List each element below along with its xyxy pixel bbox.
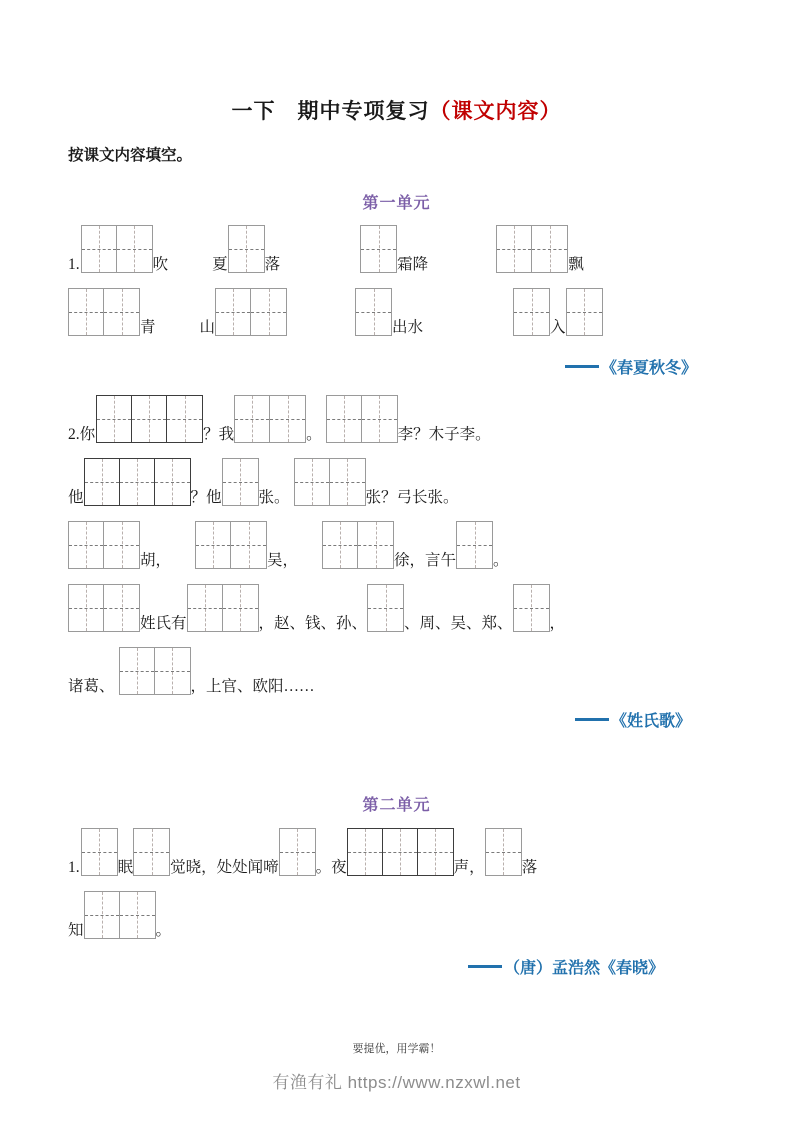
attribution-text: 《春夏秋冬》 [601, 360, 698, 377]
question-line-u1q1r2 [68, 288, 603, 336]
grid-cell[interactable] [188, 585, 223, 631]
grid-cell[interactable] [223, 459, 258, 505]
question-line-u2q1r1 [68, 828, 537, 876]
answer-box-group[interactable] [96, 395, 203, 443]
char-label: 山 [199, 318, 216, 336]
grid-cell[interactable] [231, 522, 266, 568]
grid-cell[interactable] [104, 522, 139, 568]
char-label: ，上官、欧阳…… [190, 677, 315, 695]
answer-box-group[interactable] [81, 225, 153, 273]
answer-box-group[interactable] [228, 225, 265, 273]
page-title [0, 95, 793, 125]
answer-box-group[interactable] [68, 288, 140, 336]
answer-box-group[interactable] [84, 891, 156, 939]
em-dash [575, 718, 609, 721]
char-label: 落 [521, 858, 538, 876]
question-number-1: 1. [68, 858, 80, 876]
char-label: 夏 [212, 255, 228, 273]
answer-box-group[interactable] [355, 288, 392, 336]
char-label: 知 [68, 921, 84, 939]
grid-cell[interactable] [82, 226, 117, 272]
grid-cell[interactable] [82, 829, 117, 875]
grid-cell[interactable] [85, 459, 120, 505]
question-number-1: 1. [68, 255, 80, 273]
char-label: 觉晓，处处闻啼 [170, 858, 279, 876]
char-label: 。 [155, 921, 172, 939]
char-label: 吴， [267, 551, 299, 569]
question-line-u1q1r1 [68, 225, 584, 273]
grid-cell[interactable] [497, 226, 532, 272]
grid-cell[interactable] [120, 459, 155, 505]
grid-cell[interactable] [85, 892, 120, 938]
grid-cell[interactable] [418, 829, 453, 875]
answer-box-group[interactable] [456, 521, 493, 569]
grid-cell[interactable] [348, 829, 383, 875]
grid-cell[interactable] [132, 396, 167, 442]
answer-box-group[interactable] [81, 828, 118, 876]
char-label: 胡， [140, 551, 172, 569]
char-label: 。夜 [315, 858, 347, 876]
grid-cell[interactable] [69, 585, 104, 631]
answer-box-group[interactable] [133, 828, 170, 876]
char-label: 声， [453, 858, 485, 876]
answer-box-group[interactable] [485, 828, 522, 876]
answer-box-group[interactable] [84, 458, 191, 506]
question-line-u1q2r3 [68, 521, 509, 569]
char-label: 姓氏有 [140, 614, 187, 632]
grid-cell[interactable] [167, 396, 202, 442]
grid-cell[interactable] [356, 289, 391, 335]
instruction-text: 按课文内容填空。 [68, 147, 193, 164]
answer-box-group[interactable] [513, 288, 550, 336]
grid-cell[interactable] [155, 648, 190, 694]
attribution-xingshige [575, 708, 691, 731]
footer-slogan: 要提优，用学霸！ [352, 1043, 441, 1055]
answer-box-group[interactable] [360, 225, 397, 273]
grid-cell[interactable] [229, 226, 264, 272]
answer-box-group[interactable] [222, 458, 259, 506]
grid-cell[interactable] [117, 226, 152, 272]
char-label: ？他 [190, 488, 222, 506]
question-line-u1q2r5 [68, 647, 315, 695]
question-line-u1q2r4 [68, 584, 565, 632]
char-label: ，赵、钱、孙、 [258, 614, 368, 632]
char-label: 眠 [117, 858, 134, 876]
char-label: 。 [493, 551, 509, 569]
char-label: 。 [306, 425, 322, 443]
grid-cell[interactable] [362, 396, 397, 442]
grid-cell[interactable] [280, 829, 315, 875]
grid-cell[interactable] [270, 396, 305, 442]
answer-box-group[interactable] [187, 584, 259, 632]
attribution-text: （唐）孟浩然《春晓》 [504, 960, 665, 977]
answer-box-group[interactable] [294, 458, 366, 506]
grid-cell[interactable] [514, 289, 549, 335]
grid-cell[interactable] [457, 522, 492, 568]
answer-box-group[interactable] [322, 521, 394, 569]
grid-cell[interactable] [69, 522, 104, 568]
grid-cell[interactable] [368, 585, 403, 631]
answer-box-group[interactable] [566, 288, 603, 336]
answer-box-group[interactable] [496, 225, 568, 273]
char-label: ， [549, 614, 566, 632]
attribution-chunxiaqiudong [565, 355, 697, 378]
answer-box-group[interactable] [68, 521, 140, 569]
grid-cell[interactable] [155, 459, 190, 505]
grid-cell[interactable] [196, 522, 231, 568]
answer-box-group[interactable] [215, 288, 287, 336]
grid-cell[interactable] [223, 585, 258, 631]
grid-cell[interactable] [216, 289, 251, 335]
attribution-chunxiao [468, 955, 664, 978]
footer-url: 有渔有礼 https://www.nzxwl.net [272, 1073, 521, 1092]
grid-cell[interactable] [120, 648, 155, 694]
char-label: 徐，言午 [394, 551, 457, 569]
answer-box-group[interactable] [347, 828, 454, 876]
char-label: 张。 [258, 488, 290, 506]
grid-cell[interactable] [97, 396, 132, 442]
char-label: 诸葛、 [68, 677, 115, 695]
char-label: 李？木子李。 [397, 425, 491, 443]
question-number-2: 2.你 [68, 425, 96, 443]
char-label: 飘 [568, 255, 584, 273]
grid-cell[interactable] [104, 585, 139, 631]
grid-cell[interactable] [361, 226, 396, 272]
answer-box-group[interactable] [513, 584, 550, 632]
grid-cell[interactable] [486, 829, 521, 875]
char-label: ？我 [203, 425, 235, 443]
unit-heading-2: 第二单元 [362, 797, 431, 814]
em-dash [565, 365, 599, 368]
page-title-highlight: （课文内容） [429, 99, 562, 123]
char-label: 出水 [392, 318, 424, 336]
answer-box-group[interactable] [234, 395, 306, 443]
answer-box-group[interactable] [367, 584, 404, 632]
answer-box-group[interactable] [68, 584, 140, 632]
grid-cell[interactable] [323, 522, 358, 568]
grid-cell[interactable] [514, 585, 549, 631]
char-label: 霜降 [397, 255, 429, 273]
attribution-text: 《姓氏歌》 [611, 713, 692, 730]
grid-cell[interactable] [134, 829, 169, 875]
answer-box-group[interactable] [326, 395, 398, 443]
grid-cell[interactable] [235, 396, 270, 442]
unit-heading-1: 第一单元 [362, 195, 431, 212]
grid-cell[interactable] [295, 459, 330, 505]
grid-cell[interactable] [327, 396, 362, 442]
char-label: 他 [68, 488, 84, 506]
grid-cell[interactable] [358, 522, 393, 568]
question-line-u1q2r2 [68, 458, 459, 506]
grid-cell[interactable] [330, 459, 365, 505]
page-title-main: 一下 期中专项复习 [231, 99, 430, 123]
grid-cell[interactable] [383, 829, 418, 875]
question-line-u1q2r1 [68, 395, 491, 443]
char-label: 落 [264, 255, 281, 273]
char-label: 入 [550, 318, 566, 336]
grid-cell[interactable] [532, 226, 567, 272]
grid-cell[interactable] [567, 289, 602, 335]
answer-box-group[interactable] [279, 828, 316, 876]
char-label: 吹 [152, 255, 169, 273]
char-label: 张？弓长张。 [365, 488, 459, 506]
answer-box-group[interactable] [119, 647, 191, 695]
em-dash [468, 965, 502, 968]
grid-cell[interactable] [104, 289, 139, 335]
char-label: 青 [140, 318, 156, 336]
grid-cell[interactable] [251, 289, 286, 335]
grid-cell[interactable] [120, 892, 155, 938]
answer-box-group[interactable] [195, 521, 267, 569]
question-line-u2q1r2 [68, 891, 171, 939]
char-label: 、周、吴、郑、 [404, 614, 513, 632]
grid-cell[interactable] [69, 289, 104, 335]
